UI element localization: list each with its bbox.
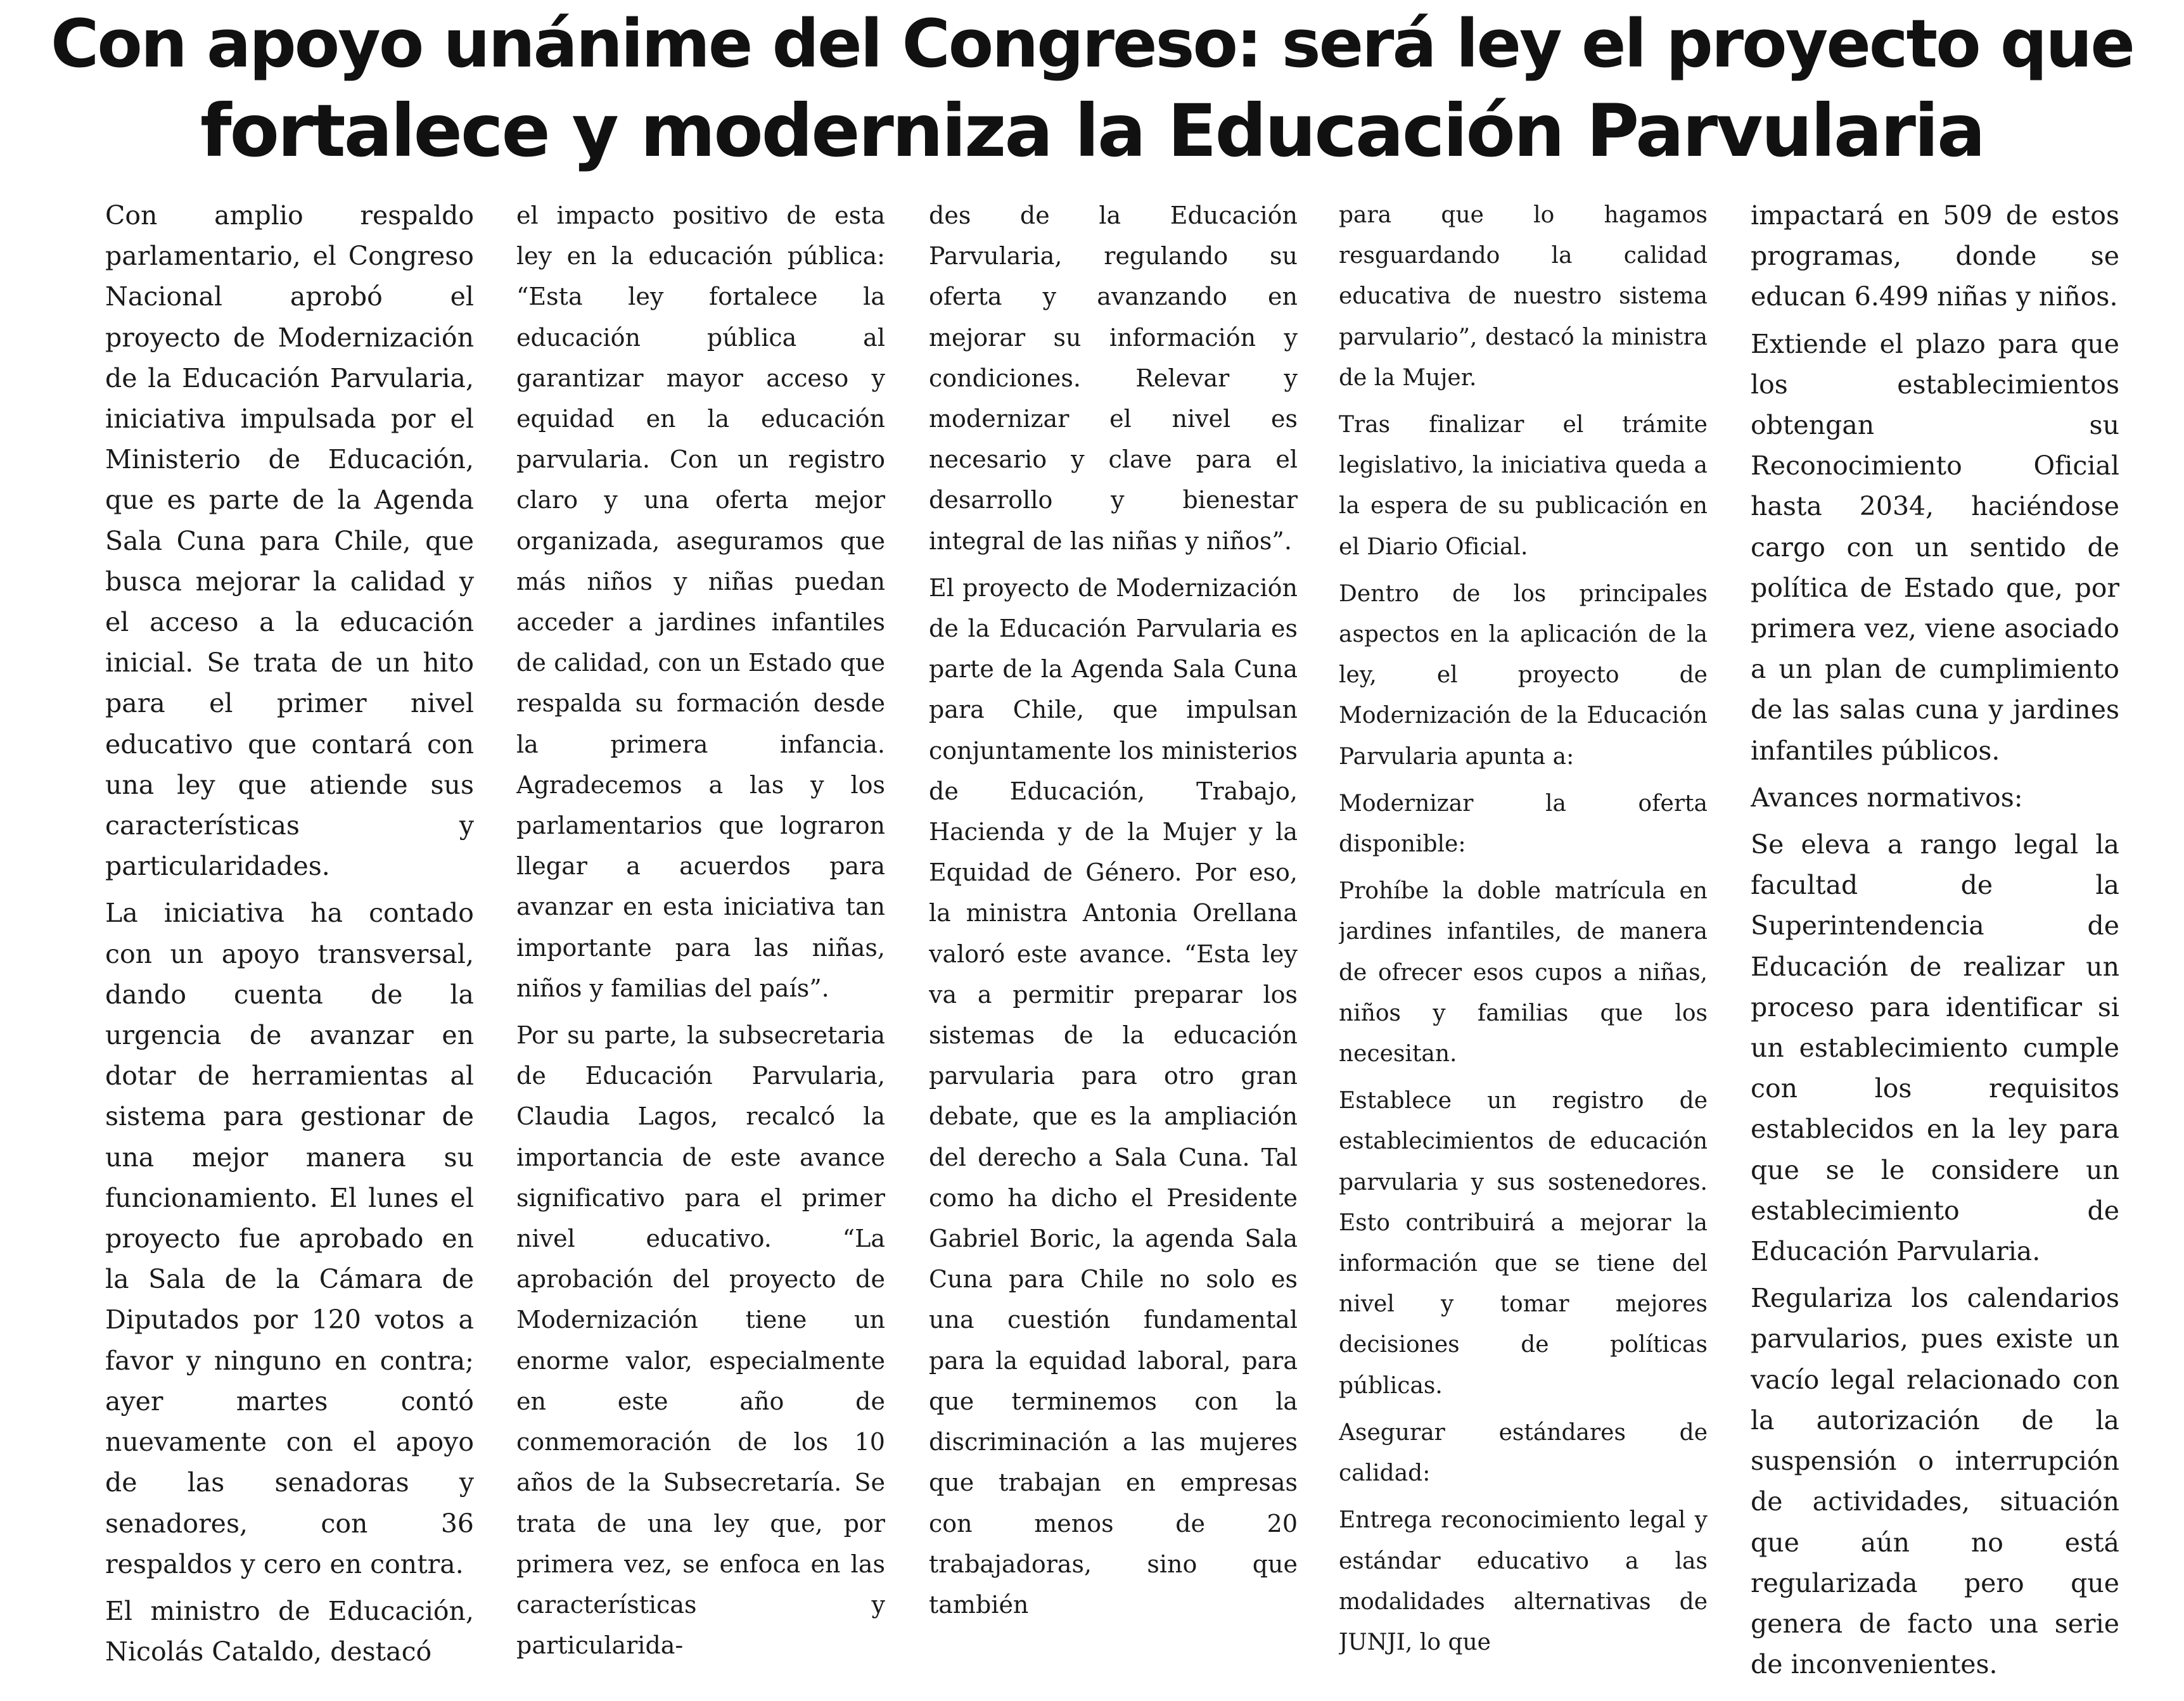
article-paragraph: des de la Educación Parvularia, regulando su oferta y avanzando en mejorar su información y condiciones. Relevar y modernizar el nivel es necesario y clave para el desarrollo y bienestar integral de las niñas y niños”. xyxy=(929,201,1298,555)
article-paragraph: Tras finalizar el trámite legislativo, la iniciativa queda a la espera de su publicación en el Diario Oficial. xyxy=(1339,412,1708,560)
article-paragraph: Prohíbe la doble matrícula en jardines infantiles, de manera de ofrecer esos cupos a niñas, niños y familias que los necesitan. xyxy=(1339,878,1708,1067)
article-column-5 xyxy=(1751,195,2119,1690)
article-paragraph: El ministro de Educación, Nicolás Cataldo, destacó xyxy=(105,1595,474,1667)
article-paragraph: Dentro de los principales aspectos en la aplicación de la ley, el proyecto de Modernización de la Educación Parvularia apunta a: xyxy=(1339,580,1708,770)
article-paragraph: Regulariza los calendarios parvularios, pues existe un vacío legal relacionado con la autorización de la suspensión o interrupción de actividades, situación que aún no está regularizada pero que genera de facto una serie de inconvenientes. xyxy=(1751,1283,2119,1680)
article-paragraph: para que lo hagamos resguardando la calidad educativa de nuestro sistema parvulario”, destacó la ministra de la Mujer. xyxy=(1339,202,1708,391)
article-paragraph: La iniciativa ha contado con un apoyo transversal, dando cuenta de la urgencia de avanzar en dotar de herramientas al sistema para gestionar de una mejor manera su funcionamiento. El lunes el proyecto fue aprobado en la Sala de la Cámara de Diputados por 120 votos a favor y ninguno en contra; ayer martes contó nuevamente con el apoyo de las senadoras y senadores, con 36 respaldos y cero en contra. xyxy=(105,898,474,1579)
headline-line-2: fortalece y moderniza la Educación Parvularia xyxy=(200,89,1984,173)
article-column-2 xyxy=(516,195,885,1690)
article-paragraph: impactará en 509 de estos programas, donde se educan 6.499 niñas y niños. xyxy=(1751,200,2119,312)
article-paragraph: Modernizar la oferta disponible: xyxy=(1339,790,1708,858)
article-paragraph: Avances normativos: xyxy=(1751,782,2023,813)
article-column-3 xyxy=(929,195,1298,1690)
article-paragraph: El proyecto de Modernización de la Educación Parvularia es parte de la Agenda Sala Cuna para Chile, que impulsan conjuntamente los ministerios de Educación, Trabajo, Hacienda y de la Mujer y la Equidad de Género. Por eso, la ministra Antonia Orellana valoró este avance. “Esta ley va a permitir preparar los sistemas de la educación parvularia para otro gran debate, que es la ampliación del derecho a Sala Cuna. Tal como ha dicho el Presidente Gabriel Boric, la agenda Sala Cuna para Chile no solo es una cuestión fundamental para la equidad laboral, para que terminemos con la discriminación a las mujeres que trabajan en empresas con menos de 20 trabajadoras, sino que también xyxy=(929,573,1298,1619)
article-paragraph: Entrega reconocimiento legal y estándar educativo a las modalidades alternativas de JUNJI, lo que xyxy=(1339,1507,1708,1655)
article-column-1 xyxy=(105,195,474,1690)
article-paragraph: Con amplio respaldo parlamentario, el Congreso Nacional aprobó el proyecto de Modernización de la Educación Parvularia, iniciativa impulsada por el Ministerio de Educación, que es parte de la Agenda Sala Cuna para Chile, que busca mejorar la calidad y el acceso a la educación inicial. Se trata de un hito para el primer nivel educativo que contará con una ley que atiende sus características y particularidades. xyxy=(105,200,474,882)
article-paragraph: el impacto positivo de esta ley en la educación pública: “Esta ley fortalece la educación pública al garantizar mayor acceso y equidad en la educación parvularia. Con un registro claro y una oferta mejor organizada, aseguramos que más niños y niñas puedan acceder a jardines infantiles de calidad, con un Estado que respalda su formación desde la primera infancia. Agradecemos a las y los parlamentarios que lograron llegar a acuerdos para avanzar en esta iniciativa tan importante para las niñas, niños y familias del país”. xyxy=(516,201,885,1002)
article-column-4 xyxy=(1339,195,1708,1690)
article-paragraph: Extiende el plazo para que los establecimientos obtengan su Reconocimiento Oficial hasta 2034, haciéndose cargo con un sentido de política de Estado que, por primera vez, viene asociado a un plan de cumplimiento de las salas cuna y jardines infantiles públicos. xyxy=(1751,328,2119,766)
headline xyxy=(51,0,2133,190)
article-paragraph: Asegurar estándares de calidad: xyxy=(1339,1419,1708,1487)
article-paragraph: Se eleva a rango legal la facultad de la Superintendencia de Educación de realizar un proceso para identificar si un establecimiento cumple con los requisitos establecidos en la ley para que se le considere un establecimiento de Educación Parvularia. xyxy=(1751,829,2119,1267)
headline-line-1: Con apoyo unánime del Congreso: será ley el proyecto que xyxy=(51,5,2133,82)
article-paragraph: Por su parte, la subsecretaria de Educación Parvularia, Claudia Lagos, recalcó la importancia de este avance significativo para el primer nivel educativo. “La aprobación del proyecto de Modernización tiene un enorme valor, especialmente en este año de conmemoración de los 10 años de la Subsecretaría. Se trata de una ley que, por primera vez, se enfoca en las características y particularida- xyxy=(516,1021,885,1660)
article-paragraph: Establece un registro de establecimientos de educación parvularia y sus sostenedores. Esto contribuirá a mejorar la información que se tiene del nivel y tomar mejores decisiones de políticas públicas. xyxy=(1339,1088,1708,1399)
